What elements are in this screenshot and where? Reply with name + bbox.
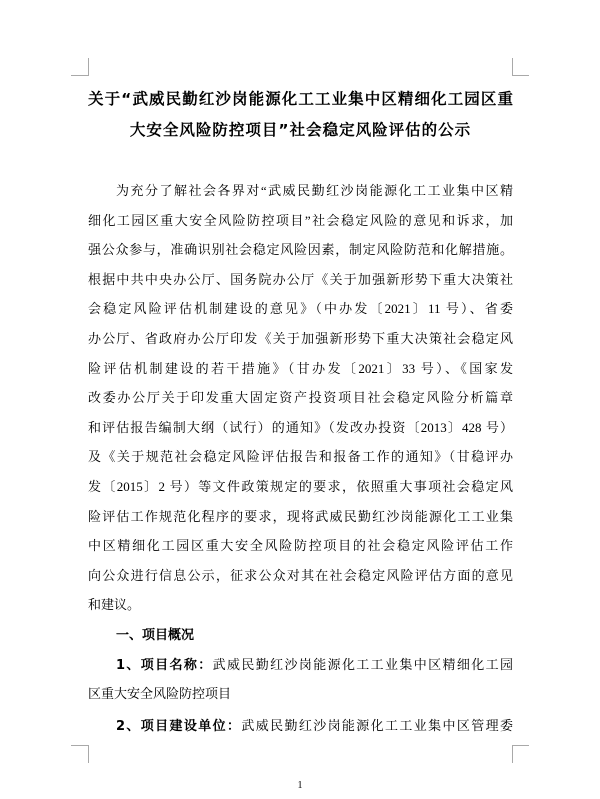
paragraph-line: 为充分了解社会各界对“武威民勤红沙岗能源化工工业集中区精 bbox=[116, 183, 513, 198]
item-line bbox=[88, 712, 513, 741]
section-heading: 一、项目概况 bbox=[116, 627, 195, 643]
paragraph-line: 强公众参与，准确识别社会稳定风险因素，制定风险防范和化解措施。 bbox=[88, 242, 513, 258]
paragraph-line: 细化工园区重大安全风险防控项目”社会稳定风险的意见和诉求，加 bbox=[88, 212, 513, 228]
paragraph-line: 根据中共中央办公厅、国务院办公厅《关于加强新形势下重大决策社 bbox=[88, 271, 513, 287]
item-line: 区重大安全风险防控项目 bbox=[88, 685, 232, 701]
paragraph-line: 险评估工作规范化程序的要求，现将武威民勤红沙岗能源化工工业集 bbox=[88, 508, 513, 524]
crop-mark-horizontal-line bbox=[512, 745, 529, 746]
title-line: 大安全风险防控项目”社会稳定风险评估的公示 bbox=[129, 121, 472, 139]
item-label: 1、项目名称： bbox=[116, 657, 213, 673]
paragraph-line: 和建议。 bbox=[88, 597, 141, 613]
crop-mark-horizontal-line bbox=[512, 75, 529, 76]
project-item-builder bbox=[88, 712, 513, 741]
paragraph-line: 向公众进行信息公示，征求公众对其在社会稳定风险评估方面的意见 bbox=[88, 567, 513, 583]
document-title bbox=[88, 84, 513, 146]
intro-paragraph bbox=[88, 176, 513, 620]
item-label: 2、项目建设单位： bbox=[116, 718, 242, 734]
project-item-name bbox=[88, 651, 513, 708]
paragraph-line: 改委办公厅关于印发重大固定资产投资项目社会稳定风险分析篇章 bbox=[88, 390, 513, 406]
paragraph-line: 和评估报告编制大纲（试行）的通知》（发改办投资〔2013〕428 号） bbox=[88, 419, 513, 435]
document-content bbox=[88, 84, 513, 741]
paragraph-line: 会稳定风险评估机制建设的意见》（中办发〔2021〕11 号）、省委 bbox=[88, 301, 513, 317]
crop-mark-vertical-line bbox=[512, 58, 513, 76]
paragraph-line: 及《关于规范社会稳定风险评估报告和报备工作的通知》（甘稳评办 bbox=[88, 449, 513, 465]
title-line: 关于“武威民勤红沙岗能源化工工业集中区精细化工园区重 bbox=[88, 90, 513, 108]
item-value: 武威民勤红沙岗能源化工工业集中区精细化工园 bbox=[212, 656, 513, 672]
crop-mark-horizontal-line bbox=[71, 75, 88, 76]
crop-mark-horizontal-line bbox=[71, 745, 88, 746]
crop-mark-vertical-line bbox=[88, 58, 89, 76]
page-number: 1 bbox=[297, 780, 303, 791]
item-line bbox=[88, 651, 513, 680]
paragraph-line: 中区精细化工园区重大安全风险防控项目的社会稳定风险评估工作 bbox=[88, 538, 513, 554]
crop-mark-vertical-line bbox=[88, 745, 89, 763]
paragraph-line: 发〔2015〕2 号）等文件政策规定的要求，依照重大事项社会稳定风 bbox=[88, 478, 513, 494]
crop-mark-vertical-line bbox=[512, 745, 513, 763]
item-value: 武威民勤红沙岗能源化工工业集中区管理委 bbox=[241, 717, 513, 733]
paragraph-line: 办公厅、省政府办公厅印发《关于加强新形势下重大决策社会稳定风 bbox=[88, 330, 513, 346]
paragraph-line: 险评估机制建设的若干措施》（甘办发〔2021〕33 号）、《国家发 bbox=[88, 360, 513, 376]
